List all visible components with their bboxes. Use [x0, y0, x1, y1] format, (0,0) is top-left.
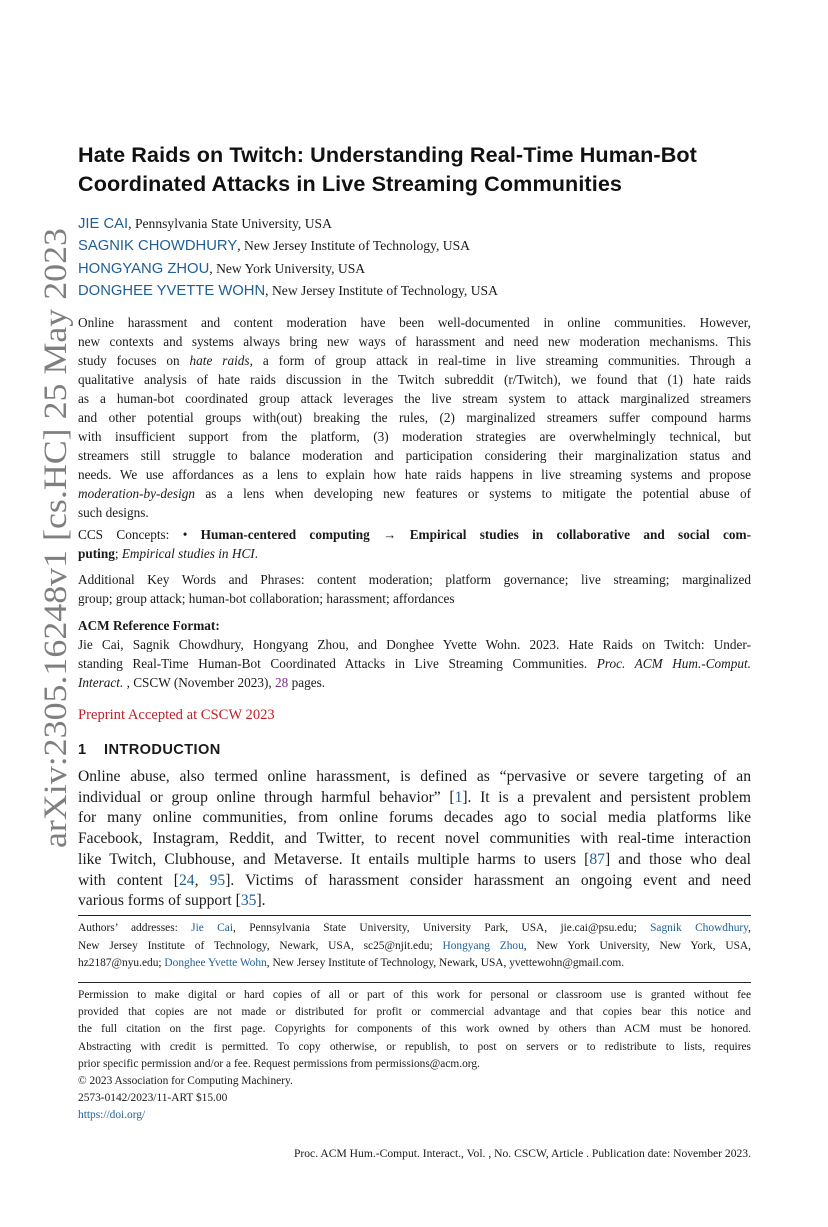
ccs-line: puting; Empirical studies in HCI.: [78, 546, 259, 561]
address-line: hz2187@nyu.edu; Donghee Yvette Wohn, New Jersey Institute of Technology, Newark, USA, yvettewohn@gmail.com.: [78, 957, 625, 969]
citation-link[interactable]: 95: [209, 871, 226, 889]
preprint-note: Preprint Accepted at CSCW 2023: [78, 707, 275, 723]
address-line: New Jersey Institute of Technology, Newark, USA, sc25@njit.edu; Hongyang Zhou, New York University, New York, USA,: [78, 939, 751, 952]
abstract-line: study focuses on hate raids, a form of group attack in real-time in live streaming communities. Through a: [78, 353, 751, 368]
intro-line: individual or group online through harmful behavior” [1]. It is a prevalent and persistent problem: [78, 788, 751, 806]
acm-reference-line: Jie Cai, Sagnik Chowdhury, Hongyang Zhou, and Donghee Yvette Wohn. 2023. Hate Raids on Twitch: Under-: [78, 637, 751, 652]
issn-line: 2573-0142/2023/11-ART $15.00: [78, 1092, 228, 1105]
acm-reference-heading: ACM Reference Format:: [78, 618, 220, 633]
author-affiliation: , New York University, USA: [209, 260, 366, 276]
doi-link[interactable]: https://doi.org/: [78, 1109, 146, 1122]
author-name[interactable]: SAGNIK CHOWDHURY: [78, 238, 238, 255]
permission-notice: [78, 987, 751, 1125]
introduction-paragraph: [78, 767, 751, 912]
ccs-line: CCS Concepts: • Human-centered computing → Empirical studies in collaborative and social com-: [78, 527, 751, 542]
abstract-line: qualitative analysis of hate raids discussion in the Twitch subreddit (r/Twitch), we found that (1) hate raids: [78, 372, 751, 387]
copyright-line: © 2023 Association for Computing Machinery.: [78, 1075, 293, 1088]
permission-line: Abstracting with credit is permitted. To copy otherwise, or republish, to post on servers or to redistribute to lists, requires: [78, 1040, 751, 1053]
intro-line: like Twitch, Clubhouse, and Metaverse. It entails multiple harms to users [87] and those who deal: [78, 850, 751, 868]
abstract: [78, 313, 751, 522]
author-affiliation: , New Jersey Institute of Technology, USA: [265, 282, 498, 298]
permission-line: the full citation on the first page. Copyrights for components of this work owned by others than ACM must be honored.: [78, 1023, 751, 1036]
acm-reference-line: Interact. , CSCW (November 2023), 28 pages.: [78, 675, 326, 690]
author-link[interactable]: Donghee Yvette Wohn: [164, 957, 267, 969]
abstract-line: as a human-bot coordinated group attack leverages the live stream system to attack marginalized streamers: [78, 391, 751, 406]
abstract-line: needs. We use affordances as a lens to explain how hate raids happens in live streaming systems and propose: [78, 467, 751, 482]
intro-line: Facebook, Instagram, Reddit, and Twitter, to recent novel communities with real-time interaction: [78, 830, 751, 848]
author-affiliation: , Pennsylvania State University, USA: [128, 216, 332, 231]
permission-divider: [78, 982, 751, 983]
author-affiliation: , New Jersey Institute of Technology, USA: [237, 238, 470, 254]
section-title: INTRODUCTION: [104, 742, 221, 758]
intro-line: Online abuse, also termed online harassment, is defined as “pervasive or severe targeting of an: [78, 768, 751, 785]
title-line-2: Coordinated Attacks in Live Streaming Communities: [78, 171, 623, 196]
citation-link[interactable]: 1: [454, 788, 463, 806]
abstract-line: streamers still struggle to balance moderation and participation considering their marginalization status and: [78, 448, 751, 463]
author-entry: [78, 280, 751, 302]
page-footer: Proc. ACM Hum.-Comput. Interact., Vol. , No. CSCW, Article . Publication date: November 2023.: [293, 1147, 751, 1160]
author-name[interactable]: DONGHEE YVETTE WOHN: [78, 282, 266, 299]
abstract-line: Online harassment and content moderation have been well-documented in online communities. However,: [78, 315, 751, 330]
keywords-line: group; group attack; human-bot collaboration; harassment; affordances: [78, 591, 455, 606]
ccs-concepts: [78, 525, 751, 563]
abstract-line: such designs.: [78, 505, 149, 520]
author-entry: [78, 258, 751, 280]
permission-line: prior specific permission and/or a fee. Request permissions from permissions@acm.org.: [78, 1057, 480, 1070]
author-entry: [78, 235, 751, 257]
section-number: 1: [78, 742, 87, 758]
author-link[interactable]: Jie Cai: [191, 922, 233, 934]
intro-line: with content [24, 95]. Victims of harassment consider harassment an ongoing event and need: [78, 871, 751, 889]
acm-reference: [78, 616, 751, 692]
address-line: Authors’ addresses: Jie Cai, Pennsylvania State University, University Park, USA, jie.cai@psu.edu; Sagnik Chowdhury,: [78, 922, 751, 934]
author-entry: [78, 213, 751, 235]
permission-line: provided that copies are not made or distributed for profit or commercial advantage and that copies bear this notice and: [78, 1006, 751, 1019]
author-list: [78, 213, 751, 302]
citation-link[interactable]: 24: [179, 871, 195, 889]
paper-title: [78, 140, 751, 198]
page-count-link[interactable]: 28: [275, 675, 289, 690]
author-link[interactable]: Sagnik Chowdhury: [650, 922, 749, 934]
author-addresses: [78, 920, 751, 973]
arxiv-stamp-text: arXiv:2305.16248v1 [cs.HC] 25 May 2023: [38, 277, 74, 848]
acm-reference-line: standing Real-Time Human-Bot Coordinated Attacks in Live Streaming Communities. Proc. ACM Hum.-Comput.: [78, 656, 751, 671]
arxiv-stamp: [22, 228, 82, 848]
citation-link[interactable]: 87: [589, 850, 605, 868]
author-name[interactable]: JIE CAI: [78, 216, 129, 232]
abstract-line: new contexts and systems always bring new ways of harassment and need new moderation mechanisms. This: [78, 334, 751, 349]
intro-line: for many online communities, from online forums decades ago to social media platforms like: [78, 809, 751, 827]
citation-link[interactable]: 35: [240, 892, 257, 910]
intro-line: various forms of support [35].: [78, 892, 266, 910]
keywords-line: Additional Key Words and Phrases: content moderation; platform governance; live streaming; marginalized: [78, 572, 751, 587]
author-link[interactable]: Hongyang Zhou: [442, 939, 524, 952]
abstract-line: moderation-by-design as a lens when developing new features or systems to mitigate the potential abuse of: [78, 486, 751, 501]
permission-line: Permission to make digital or hard copies of all or part of this work for personal or classroom use is granted without fee: [78, 989, 751, 1001]
abstract-line: and other potential groups with(out) breaking the rules, (2) marginalized streamers suffer compound harms: [78, 410, 751, 425]
title-line-1: Hate Raids on Twitch: Understanding Real-Time Human-Bot: [78, 142, 697, 167]
footnote-divider: [78, 915, 751, 916]
emphasis: moderation-by-design: [78, 486, 196, 501]
abstract-line: with insufficient support from the platform, (3) moderation strategies are overwhelmingly technical, but: [78, 429, 751, 444]
author-name[interactable]: HONGYANG ZHOU: [78, 260, 210, 277]
keywords: [78, 570, 751, 608]
emphasis: hate raids: [189, 353, 250, 368]
section-heading: [78, 742, 221, 758]
